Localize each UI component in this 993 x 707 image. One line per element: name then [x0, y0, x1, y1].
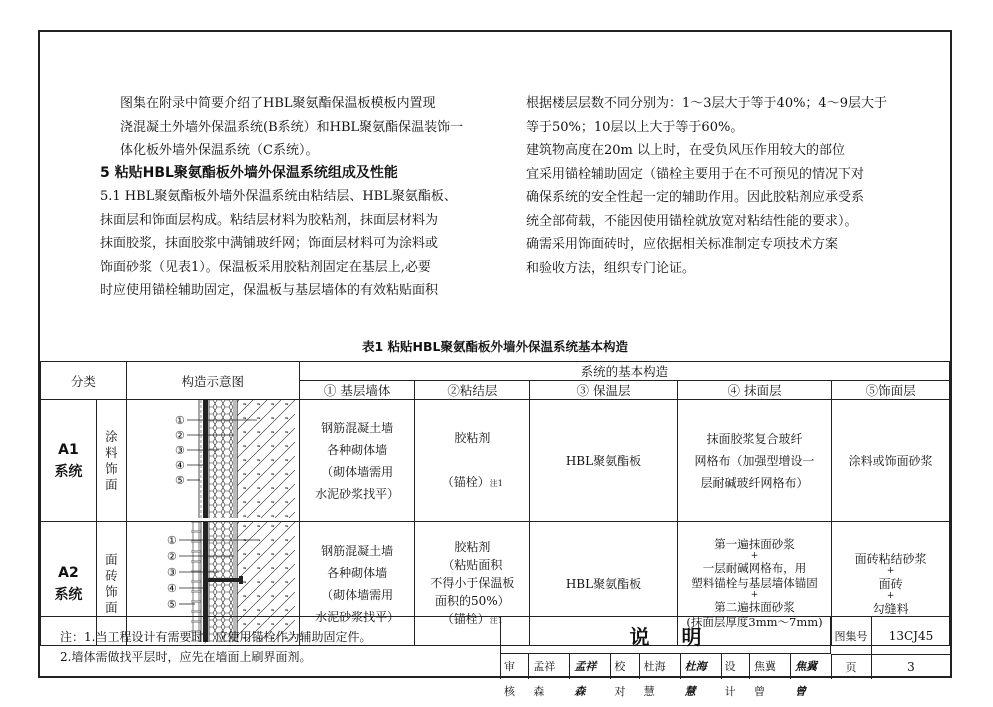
table-caption: 表1 粘贴HBL聚氨酯板外墙外保温系统基本构造 — [361, 339, 628, 354]
a2-render-layer: 第一遍抹面砂浆 + 一层耐碱网格布，用 塑料锚栓与基层墙体锚固 + 第二遍抹面砂浆 (抹面层厚度3mm～7mm) — [677, 522, 832, 646]
review-label: 审核 — [501, 654, 529, 679]
a1-system-name: A1 系统 — [41, 400, 97, 522]
title-block — [500, 617, 951, 698]
a2-system-name: A2 系统 — [41, 522, 97, 646]
header-category: 分类 — [41, 362, 127, 400]
a2-base-wall: 钢筋混凝土墙 各种砌体墙 （砌体墙需用 水泥砂浆找平） — [299, 522, 415, 646]
atlas-label: 图集号 — [831, 617, 872, 654]
check-label: 校对 — [611, 654, 639, 679]
header-finish-layer: ⑤饰面层 — [832, 381, 950, 400]
section-heading: 5 粘贴HBL聚氨酯板外墙外保温系统组成及性能 — [100, 165, 398, 181]
table-row-a1 — [41, 400, 950, 522]
section-paragraph: 5.1 HBL聚氨酯板外墙外保温系统由粘结层、HBL聚氨酯板、 抹面层和饰面层构成。粘结层材料为胶粘剂，抹面层材料为 抹面胶浆，抹面胶浆中满铺玻纤网；饰面层材料可为涂料或 饰面砂浆（见表1）。保温板采用胶粘剂固定在基层上,必要 时应使用锚栓辅助固定，保温板与基层墙体的有效粘贴面积 — [100, 189, 457, 298]
page-number: 3 — [907, 659, 915, 674]
signature-row — [501, 654, 832, 698]
drawing-frame — [38, 30, 952, 698]
header-insulation-layer: ③ 保温层 — [530, 381, 678, 400]
a2-finish-layer: 面砖粘结砂浆 + 面砖 + 勾缝料 — [832, 522, 950, 646]
a1-base-wall: 钢筋混凝土墙 各种砌体墙 （砌体墙需用 水泥砂浆找平） — [299, 400, 415, 522]
design-signature: 焦冀曾 — [794, 660, 817, 698]
a2-marker-1: ① — [166, 534, 177, 547]
header-diagram: 构造示意图 — [126, 362, 299, 400]
a1-diagram — [126, 400, 299, 522]
a2-marker-2: ② — [166, 550, 177, 563]
atlas-number-cell — [831, 617, 951, 655]
a2-marker-4: ④ — [166, 582, 177, 595]
header-basic-structure: 系统的基本构造 — [299, 362, 949, 381]
a1-finish-layer: 涂料或饰面砂浆 — [832, 400, 950, 522]
right-paragraph: 根据楼层层数不同分别为：1～3层大于等于40%；4～9层大于 等于50%；10层以上大于等于60%。 建筑物高度在20m 以上时，在受负风压作用较大的部位 宜采用锚栓辅助固定（锚栓主要用于在不可预见的情况下对 确保系统的安全性起一定的辅助作用。因此胶粘剂应承受系 统全部荷载，不能因使用锚栓就放宽对粘结性能的要求）。 确需采用饰面砖时，应依据相关标准制定专项技术方案 和验收方法，组织专门论证。 — [526, 96, 887, 276]
a2-insulation-layer: HBL聚氨酯板 — [530, 522, 678, 646]
a1-marker-5: ⑤ — [174, 474, 185, 487]
a1-marker-2: ② — [174, 429, 185, 442]
check-name: 杜海慧 — [640, 654, 681, 679]
a2-finish-type: 面 砖 饰 面 — [96, 522, 126, 646]
footer-block — [40, 616, 950, 698]
design-name: 焦冀曾 — [750, 654, 791, 679]
atlas-number: 13CJ45 — [888, 628, 934, 643]
header-bond-layer: ②粘结层 — [415, 381, 530, 400]
a1-finish-type: 涂 料 饰 面 — [96, 400, 126, 522]
review-name: 孟祥森 — [529, 654, 570, 679]
a1-insulation-layer: HBL聚氨酯板 — [530, 400, 678, 522]
page-number-cell — [831, 654, 951, 679]
page-label: 页 — [831, 654, 872, 679]
a2-marker-5: ⑤ — [166, 598, 177, 611]
a1-layer-diagram — [127, 400, 299, 518]
header-base-wall: ① 基层墙体 — [299, 381, 415, 400]
sheet-title: 说明 — [501, 617, 831, 654]
design-label: 设计 — [722, 654, 750, 679]
a2-bond-layer: 胶粘剂 （粘贴面积 不得小于保温板 面积的50%） （锚栓）注1 — [415, 522, 530, 646]
footer-notes: 注：1.当工程设计有需要时，应使用锚栓作为辅助固定件。 2.墙体需做找平层时，应先在墙面上刷界面剂。 — [60, 630, 372, 664]
a1-marker-3: ③ — [174, 444, 185, 457]
construction-table — [40, 361, 950, 646]
a2-marker-3: ③ — [166, 566, 177, 579]
header-render-layer: ④ 抹面层 — [677, 381, 832, 400]
check-signature: 杜海慧 — [681, 654, 722, 679]
a1-render-layer: 抹面胶浆复合玻纤 网格布（加强型增设一 层耐碱玻纤网格布） — [677, 400, 832, 522]
a1-bond-layer: 胶粘剂 （锚栓）注1 — [415, 400, 530, 522]
a1-marker-1: ① — [174, 414, 185, 427]
review-signature: 孟祥森 — [570, 654, 611, 679]
a1-marker-4: ④ — [174, 459, 185, 472]
intro-paragraph: 图集在附录中简要介绍了HBL聚氨酯保温板模板内置现 浇混凝土外墙外保温系统(B系统）和HBL聚氨酯保温装饰一 体化板外墙外保温系统（C系统）。 — [120, 96, 464, 158]
